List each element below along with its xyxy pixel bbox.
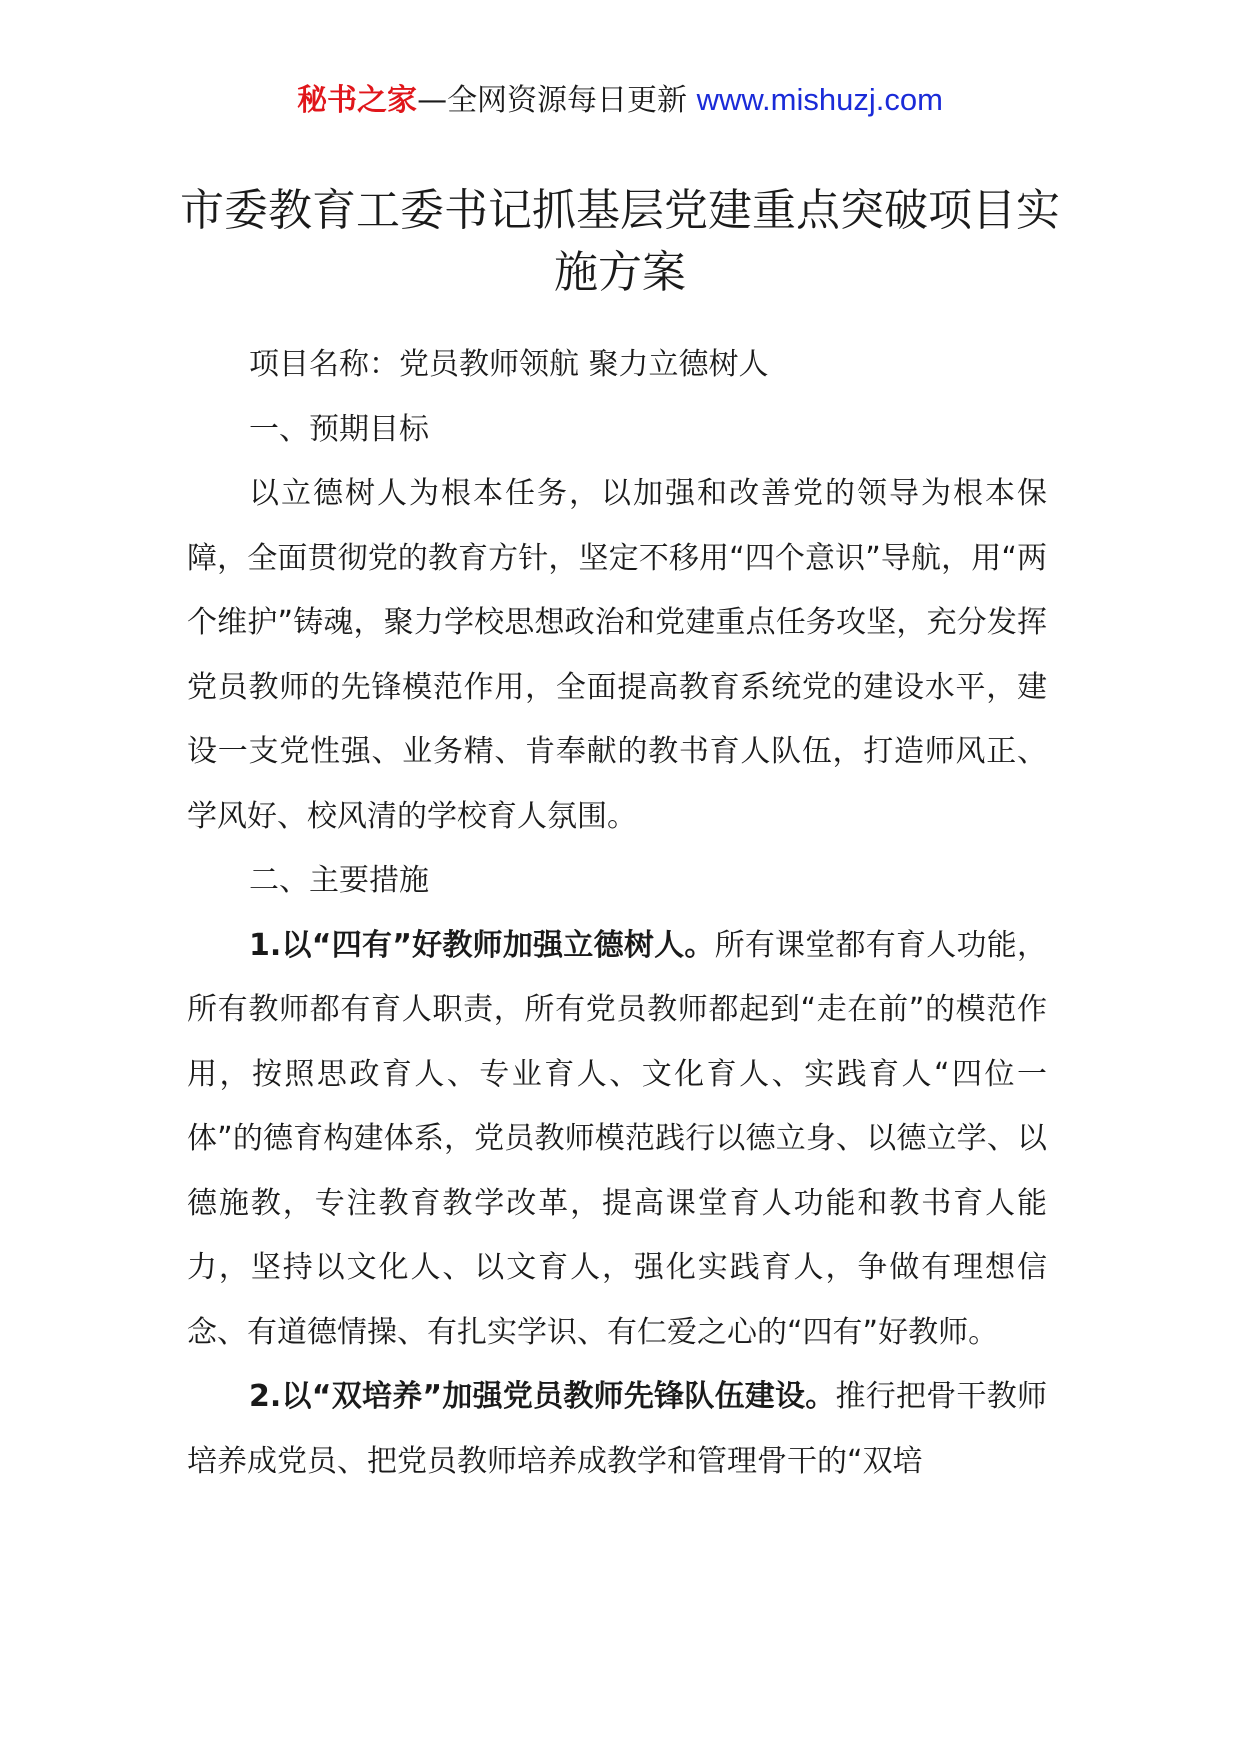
measure-item-1-body: 所有课堂都有育人功能，所有教师都有育人职责，所有党员教师都起到“走在前”的模范作用，按照思政育人、专业育人、文化育人、实践育人“四位一体”的德育构建体系，党员教师模范践行以德立身、以德立学、以德施教，专注教育教学改革，提高课堂育人功能和教书育人能力，坚持以文化人、以文育人，强化实践育人，争做有理想信念、有道德情操、有扎实学识、有仁爱之心的“四有”好教师。 [187,927,1047,1350]
section-heading-measures: 二、主要措施 [249,863,429,898]
document-title: 市委教育工委书记抓基层党建重点突破项目实施方案 [180,185,1060,298]
project-name: 项目名称：党员教师领航 聚力立德树人 [249,347,769,382]
site-url-link[interactable]: www.mishuzj.com [696,82,943,117]
measure-item-2-lead: 2.以“双培养”加强党员教师先锋队伍建设。 [249,1379,836,1414]
site-header [0,80,1240,121]
document-body [187,333,1047,1494]
brand-name: 秘书之家 [297,83,418,118]
measure-item-2 [187,1365,1047,1494]
measure-item-1 [187,914,1047,1366]
header-tagline: —全网资源每日更新 [417,83,697,118]
measure-item-2-body: 推行把骨干教师培养成党员、把党员教师培养成教学和管理骨干的“双培 [187,1379,1047,1479]
section-heading-goals: 一、预期目标 [249,411,429,447]
measure-item-1-lead: 1.以“四有”好教师加强立德树人。 [249,927,715,963]
goals-paragraph: 以立德树人为根本任务，以加强和改善党的领导为根本保障，全面贯彻党的教育方针，坚定不移用“四个意识”导航，用“两个维护”铸魂，聚力学校思想政治和党建重点任务攻坚，充分发挥党员教师的先锋模范作用，全面提高教育系统党的建设水平，建设一支党性强、业务精、肯奉献的教书育人队伍，打造师风正、学风好、校风清的学校育人氛围。 [187,476,1047,834]
